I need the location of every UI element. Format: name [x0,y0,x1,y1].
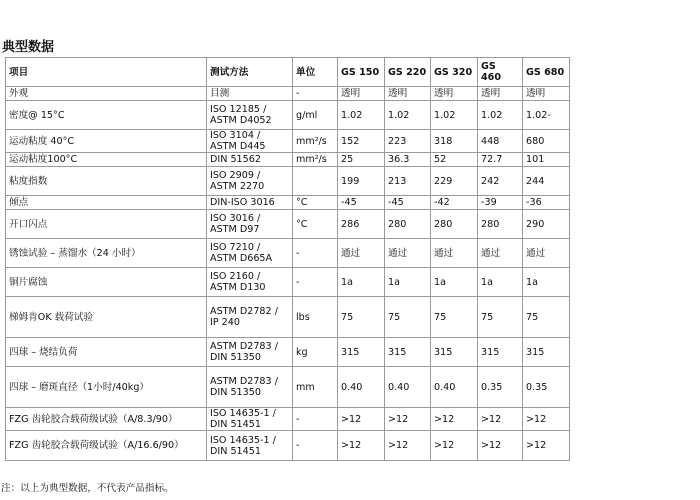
item-cell: FZG 齿轮胶合载荷级试验（A/8.3/90） [6,408,207,431]
value-cell: 通过 [478,239,523,268]
item-cell: 四球 – 烧结负荷 [6,338,207,367]
value-cell: 0.40 [385,367,431,408]
value-cell: 244 [523,167,570,196]
unit-cell: - [293,239,338,268]
header-gs460: GS 460 [478,58,523,87]
value-cell: 280 [431,210,478,239]
value-cell: 213 [385,167,431,196]
item-cell: 锈蚀试验 – 蒸馏水（24 小时） [6,239,207,268]
unit-cell: - [293,408,338,431]
value-cell: 315 [338,338,385,367]
value-cell: 1a [431,268,478,297]
value-cell: 101 [523,153,570,167]
method-cell: ISO 12185 / ASTM D4052 [207,101,293,130]
table-row [6,367,570,408]
method-cell: 目测 [207,87,293,101]
table-row [6,196,570,210]
value-cell: >12 [523,408,570,431]
value-cell: -45 [338,196,385,210]
value-cell: 315 [523,338,570,367]
value-cell: 315 [385,338,431,367]
value-cell: 通过 [431,239,478,268]
value-cell: 1a [338,268,385,297]
value-cell: 286 [338,210,385,239]
table-row [6,130,570,153]
table-row [6,268,570,297]
value-cell: 0.40 [338,367,385,408]
item-cell: 开口闪点 [6,210,207,239]
header-unit: 单位 [293,58,338,87]
method-cell: DIN-ISO 3016 [207,196,293,210]
header-gs150: GS 150 [338,58,385,87]
item-cell: 运动粘度100°C [6,153,207,167]
item-cell: 粘度指数 [6,167,207,196]
item-cell: 铜片腐蚀 [6,268,207,297]
unit-cell: g/ml [293,101,338,130]
value-cell: 223 [385,130,431,153]
method-cell: ASTM D2783 / DIN 51350 [207,367,293,408]
method-cell: ISO 2909 / ASTM 2270 [207,167,293,196]
value-cell: -39 [478,196,523,210]
typical-data-table [5,57,570,461]
table-row [6,210,570,239]
item-cell: 四球 – 磨斑直径（1小时/40kg） [6,367,207,408]
value-cell: >12 [478,408,523,431]
header-gs320: GS 320 [431,58,478,87]
value-cell: 1.02 [338,101,385,130]
value-cell: 1a [523,268,570,297]
item-cell: 运动粘度 40°C [6,130,207,153]
value-cell: 75 [431,297,478,338]
item-cell: 梯姆肯OK 载荷试验 [6,297,207,338]
value-cell: 25 [338,153,385,167]
header-method: 测试方法 [207,58,293,87]
table-row [6,239,570,268]
unit-cell: - [293,87,338,101]
value-cell: 1.02 [478,101,523,130]
item-cell: 密度@ 15°C [6,101,207,130]
value-cell: 通过 [338,239,385,268]
table-row [6,153,570,167]
value-cell: 448 [478,130,523,153]
value-cell: 通过 [385,239,431,268]
header-row [6,58,570,87]
table-row [6,101,570,130]
value-cell: 280 [385,210,431,239]
section-title: 典型数据 [2,40,55,55]
table-row [6,87,570,101]
method-cell: ISO 3016 / ASTM D97 [207,210,293,239]
unit-cell: - [293,431,338,461]
table-row [6,338,570,367]
method-cell: ASTM D2783 / DIN 51350 [207,338,293,367]
value-cell: 290 [523,210,570,239]
item-cell: 倾点 [6,196,207,210]
table-row [6,167,570,196]
value-cell: 199 [338,167,385,196]
value-cell: 0.35 [478,367,523,408]
value-cell: 318 [431,130,478,153]
value-cell: 1.02 [431,101,478,130]
value-cell: >12 [385,408,431,431]
unit-cell: - [293,268,338,297]
table-row [6,431,570,461]
value-cell: >12 [523,431,570,461]
footnote: 注：以上为典型数据，不代表产品指标。 [1,483,174,494]
value-cell: 72.7 [478,153,523,167]
header-gs220: GS 220 [385,58,431,87]
value-cell: 1.02 [385,101,431,130]
unit-cell [293,167,338,196]
value-cell: -36 [523,196,570,210]
value-cell: 229 [431,167,478,196]
unit-cell: mm²/s [293,153,338,167]
table-row [6,297,570,338]
value-cell: 透明 [523,87,570,101]
method-cell: ISO 14635-1 / DIN 51451 [207,431,293,461]
value-cell: >12 [431,408,478,431]
unit-cell: °C [293,210,338,239]
value-cell: 透明 [338,87,385,101]
header-item: 项目 [6,58,207,87]
value-cell: 315 [431,338,478,367]
value-cell: 通过 [523,239,570,268]
value-cell: 75 [385,297,431,338]
value-cell: 242 [478,167,523,196]
item-cell: 外观 [6,87,207,101]
value-cell: 152 [338,130,385,153]
method-cell: ISO 3104 / ASTM D445 [207,130,293,153]
value-cell: >12 [338,431,385,461]
value-cell: 75 [338,297,385,338]
value-cell: 52 [431,153,478,167]
value-cell: 75 [523,297,570,338]
item-cell: FZG 齿轮胶合载荷级试验（A/16.6/90） [6,431,207,461]
value-cell: 透明 [431,87,478,101]
value-cell: -45 [385,196,431,210]
value-cell: >12 [431,431,478,461]
method-cell: ISO 7210 / ASTM D665A [207,239,293,268]
value-cell: 1a [478,268,523,297]
unit-cell: lbs [293,297,338,338]
value-cell: 36.3 [385,153,431,167]
value-cell: 1.02- [523,101,570,130]
value-cell: 280 [478,210,523,239]
value-cell: 透明 [385,87,431,101]
value-cell: >12 [478,431,523,461]
value-cell: >12 [385,431,431,461]
unit-cell: mm [293,367,338,408]
value-cell: 0.35 [523,367,570,408]
table-row [6,408,570,431]
value-cell: >12 [338,408,385,431]
value-cell: 0.40 [431,367,478,408]
unit-cell: kg [293,338,338,367]
value-cell: 1a [385,268,431,297]
method-cell: ASTM D2782 / IP 240 [207,297,293,338]
method-cell: ISO 2160 / ASTM D130 [207,268,293,297]
value-cell: 透明 [478,87,523,101]
unit-cell: mm²/s [293,130,338,153]
value-cell: -42 [431,196,478,210]
value-cell: 75 [478,297,523,338]
value-cell: 680 [523,130,570,153]
value-cell: 315 [478,338,523,367]
method-cell: DIN 51562 [207,153,293,167]
unit-cell: °C [293,196,338,210]
method-cell: ISO 14635-1 / DIN 51451 [207,408,293,431]
header-gs680: GS 680 [523,58,570,87]
